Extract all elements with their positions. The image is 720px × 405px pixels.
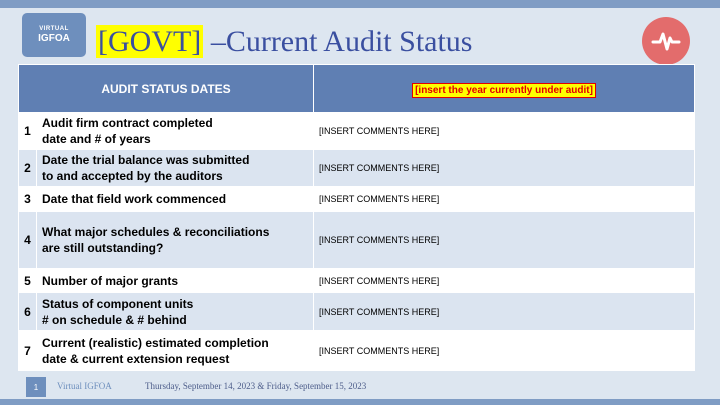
table-row (19, 113, 695, 150)
year-placeholder-tag: [insert the year currently under audit] (412, 83, 596, 98)
table-row (19, 269, 695, 293)
row-label-line: Audit firm contract completed (42, 116, 213, 130)
row-comment[interactable]: [INSERT COMMENTS HERE] (314, 293, 695, 331)
row-label-line: # on schedule & # behind (42, 312, 187, 327)
table-header-row (19, 65, 695, 113)
row-label-line: Date the trial balance was submitted (42, 153, 250, 167)
row-label-line: date and # of years (42, 132, 151, 146)
row-label-line: Current (realistic) estimated completion (42, 335, 269, 350)
heartbeat-icon (651, 30, 681, 52)
table-row (19, 212, 695, 269)
row-number: 7 (19, 331, 37, 371)
row-label (37, 113, 314, 150)
row-comment[interactable]: [INSERT COMMENTS HERE] (314, 150, 695, 187)
table-row (19, 150, 695, 187)
row-comment[interactable]: [INSERT COMMENTS HERE] (314, 331, 695, 371)
header-year-under-audit (314, 65, 695, 113)
row-label (37, 331, 314, 371)
table-row (19, 293, 695, 331)
row-number: 6 (19, 293, 37, 331)
row-label-line: are still outstanding? (42, 241, 164, 255)
logo-main-text: IGFOA (38, 33, 70, 44)
row-label-line: Status of component units (42, 296, 194, 311)
slide-number: 1 (26, 377, 46, 397)
page-title (96, 22, 472, 62)
row-number: 4 (19, 212, 37, 269)
table-row (19, 331, 695, 371)
top-accent-bar (0, 0, 720, 8)
govt-placeholder-tag: [GOVT] (98, 25, 202, 58)
title-text: –Current Audit Status (203, 25, 473, 58)
row-number: 5 (19, 269, 37, 293)
row-label-line: What major schedules & reconciliations (42, 225, 270, 239)
bottom-accent-bar (0, 399, 720, 405)
row-comment[interactable]: [INSERT COMMENTS HERE] (314, 212, 695, 269)
row-label (37, 150, 314, 187)
header-audit-status-dates: AUDIT STATUS DATES (19, 65, 314, 113)
row-comment[interactable]: [INSERT COMMENTS HERE] (314, 187, 695, 212)
row-number: 3 (19, 187, 37, 212)
row-label-line: Date that field work commenced (42, 192, 227, 206)
logo-small-text: VIRTUAL (39, 26, 69, 32)
row-label (37, 212, 314, 269)
row-comment[interactable]: [INSERT COMMENTS HERE] (314, 113, 695, 150)
row-number: 2 (19, 150, 37, 187)
row-label-line: Number of major grants (42, 273, 179, 288)
row-label (37, 187, 314, 212)
row-comment[interactable]: [INSERT COMMENTS HERE] (314, 269, 695, 293)
row-number: 1 (19, 113, 37, 150)
row-label-line: to and accepted by the auditors (42, 169, 223, 183)
heartbeat-badge (642, 17, 690, 65)
footer-dates: Thursday, September 14, 2023 & Friday, September 15, 2023 (145, 381, 367, 391)
igfoa-logo (22, 13, 86, 57)
row-label-line: date & current extension request (42, 351, 230, 366)
footer-organization: Virtual IGFOA (57, 381, 112, 391)
audit-status-table (18, 64, 695, 371)
table-row (19, 187, 695, 212)
row-label (37, 269, 314, 293)
row-label (37, 293, 314, 331)
